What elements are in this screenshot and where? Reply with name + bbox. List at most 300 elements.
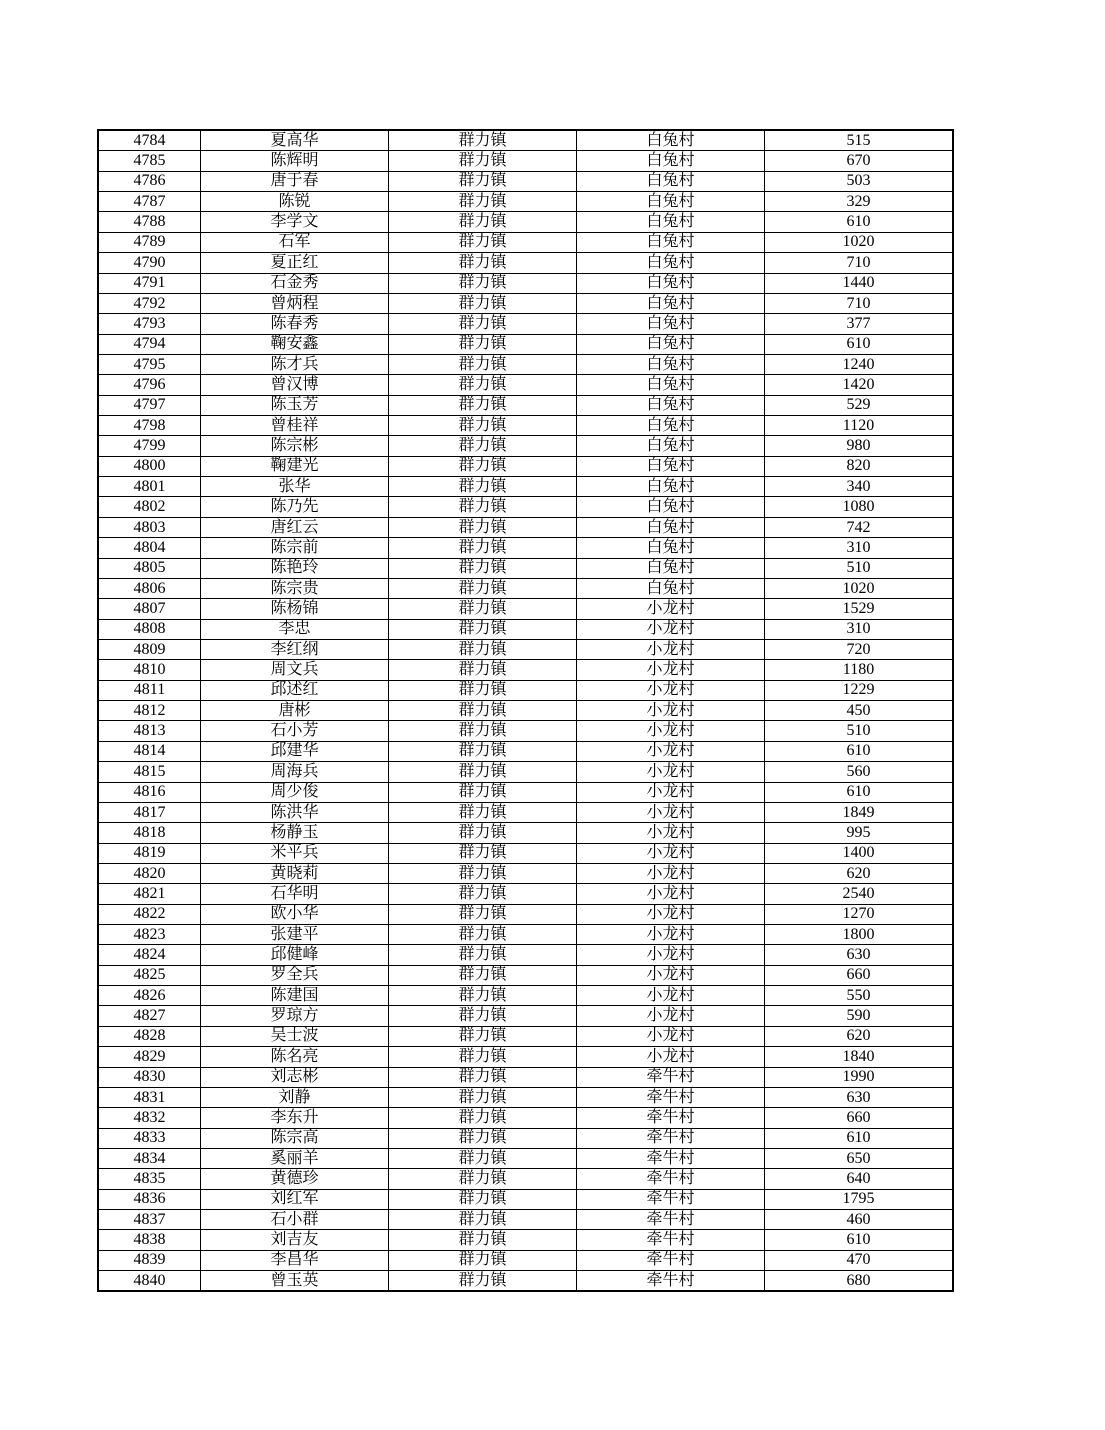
name-cell: 米平兵 [201, 843, 389, 863]
town-cell: 群力镇 [389, 1087, 577, 1107]
amount-cell: 310 [765, 619, 954, 639]
table-row [98, 558, 953, 578]
amount-cell: 1840 [765, 1047, 954, 1067]
row-number-cell: 4792 [98, 293, 201, 313]
name-cell: 陈乃先 [201, 497, 389, 517]
amount-cell: 742 [765, 517, 954, 537]
table-row [98, 314, 953, 334]
town-cell: 群力镇 [389, 436, 577, 456]
row-number-cell: 4814 [98, 741, 201, 761]
amount-cell: 610 [765, 212, 954, 232]
name-cell: 陈宗贵 [201, 578, 389, 598]
amount-cell: 1990 [765, 1067, 954, 1087]
table-row [98, 497, 953, 517]
table-row [98, 945, 953, 965]
town-cell: 群力镇 [389, 1047, 577, 1067]
row-number-cell: 4834 [98, 1148, 201, 1168]
name-cell: 刘红军 [201, 1189, 389, 1209]
village-cell: 小龙村 [577, 904, 765, 924]
village-cell: 白兔村 [577, 477, 765, 497]
town-cell: 群力镇 [389, 904, 577, 924]
amount-cell: 640 [765, 1169, 954, 1189]
town-cell: 群力镇 [389, 477, 577, 497]
row-number-cell: 4784 [98, 130, 201, 151]
town-cell: 群力镇 [389, 517, 577, 537]
village-cell: 白兔村 [577, 538, 765, 558]
name-cell: 李红纲 [201, 639, 389, 659]
name-cell: 李学文 [201, 212, 389, 232]
village-cell: 小龙村 [577, 619, 765, 639]
row-number-cell: 4830 [98, 1067, 201, 1087]
town-cell: 群力镇 [389, 375, 577, 395]
table-row [98, 1067, 953, 1087]
town-cell: 群力镇 [389, 1026, 577, 1046]
name-cell: 陈春秀 [201, 314, 389, 334]
village-cell: 小龙村 [577, 802, 765, 822]
village-cell: 小龙村 [577, 986, 765, 1006]
village-cell: 牵牛村 [577, 1230, 765, 1250]
town-cell: 群力镇 [389, 741, 577, 761]
name-cell: 陈杨锦 [201, 599, 389, 619]
name-cell: 李昌华 [201, 1250, 389, 1270]
name-cell: 张建平 [201, 925, 389, 945]
village-cell: 小龙村 [577, 1047, 765, 1067]
table-row [98, 741, 953, 761]
amount-cell: 550 [765, 986, 954, 1006]
village-cell: 小龙村 [577, 701, 765, 721]
row-number-cell: 4831 [98, 1087, 201, 1107]
village-cell: 白兔村 [577, 192, 765, 212]
name-cell: 罗全兵 [201, 965, 389, 985]
row-number-cell: 4818 [98, 823, 201, 843]
town-cell: 群力镇 [389, 986, 577, 1006]
table-row [98, 680, 953, 700]
town-cell: 群力镇 [389, 416, 577, 436]
village-cell: 牵牛村 [577, 1148, 765, 1168]
table-row [98, 456, 953, 476]
name-cell: 邱述红 [201, 680, 389, 700]
town-cell: 群力镇 [389, 212, 577, 232]
row-number-cell: 4833 [98, 1128, 201, 1148]
village-cell: 小龙村 [577, 965, 765, 985]
name-cell: 陈名亮 [201, 1047, 389, 1067]
village-cell: 白兔村 [577, 232, 765, 252]
town-cell: 群力镇 [389, 293, 577, 313]
row-number-cell: 4801 [98, 477, 201, 497]
amount-cell: 660 [765, 1108, 954, 1128]
table-row [98, 1006, 953, 1026]
table-row [98, 1230, 953, 1250]
town-cell: 群力镇 [389, 639, 577, 659]
village-cell: 白兔村 [577, 456, 765, 476]
village-cell: 小龙村 [577, 660, 765, 680]
row-number-cell: 4821 [98, 884, 201, 904]
amount-cell: 377 [765, 314, 954, 334]
row-number-cell: 4790 [98, 253, 201, 273]
table-row [98, 1189, 953, 1209]
town-cell: 群力镇 [389, 863, 577, 883]
village-cell: 白兔村 [577, 395, 765, 415]
town-cell: 群力镇 [389, 782, 577, 802]
row-number-cell: 4793 [98, 314, 201, 334]
town-cell: 群力镇 [389, 192, 577, 212]
village-cell: 白兔村 [577, 171, 765, 191]
village-cell: 白兔村 [577, 212, 765, 232]
town-cell: 群力镇 [389, 884, 577, 904]
table-row [98, 395, 953, 415]
village-cell: 小龙村 [577, 721, 765, 741]
row-number-cell: 4791 [98, 273, 201, 293]
amount-cell: 340 [765, 477, 954, 497]
row-number-cell: 4798 [98, 416, 201, 436]
row-number-cell: 4839 [98, 1250, 201, 1270]
town-cell: 群力镇 [389, 497, 577, 517]
row-number-cell: 4828 [98, 1026, 201, 1046]
amount-cell: 630 [765, 945, 954, 965]
table-row [98, 416, 953, 436]
table-row [98, 253, 953, 273]
row-number-cell: 4811 [98, 680, 201, 700]
amount-cell: 1020 [765, 232, 954, 252]
row-number-cell: 4805 [98, 558, 201, 578]
amount-cell: 620 [765, 863, 954, 883]
amount-cell: 1400 [765, 843, 954, 863]
name-cell: 周海兵 [201, 762, 389, 782]
village-cell: 小龙村 [577, 762, 765, 782]
village-cell: 小龙村 [577, 823, 765, 843]
name-cell: 黄德珍 [201, 1169, 389, 1189]
village-cell: 白兔村 [577, 130, 765, 151]
town-cell: 群力镇 [389, 945, 577, 965]
name-cell: 杨静玉 [201, 823, 389, 843]
table-row [98, 863, 953, 883]
town-cell: 群力镇 [389, 925, 577, 945]
town-cell: 群力镇 [389, 1148, 577, 1168]
town-cell: 群力镇 [389, 701, 577, 721]
amount-cell: 620 [765, 1026, 954, 1046]
table-row [98, 1271, 953, 1292]
name-cell: 夏正红 [201, 253, 389, 273]
name-cell: 唐彬 [201, 701, 389, 721]
table-row [98, 721, 953, 741]
town-cell: 群力镇 [389, 253, 577, 273]
table-row [98, 986, 953, 1006]
name-cell: 唐红云 [201, 517, 389, 537]
table-row [98, 232, 953, 252]
town-cell: 群力镇 [389, 660, 577, 680]
village-cell: 小龙村 [577, 945, 765, 965]
table-row [98, 517, 953, 537]
name-cell: 陈辉明 [201, 151, 389, 171]
table-row [98, 130, 953, 151]
table-row [98, 538, 953, 558]
amount-cell: 650 [765, 1148, 954, 1168]
village-cell: 白兔村 [577, 578, 765, 598]
table-row [98, 701, 953, 721]
table-row [98, 578, 953, 598]
row-number-cell: 4785 [98, 151, 201, 171]
village-cell: 小龙村 [577, 884, 765, 904]
town-cell: 群力镇 [389, 843, 577, 863]
village-cell: 白兔村 [577, 436, 765, 456]
row-number-cell: 4799 [98, 436, 201, 456]
amount-cell: 515 [765, 130, 954, 151]
table-row [98, 1087, 953, 1107]
name-cell: 邱健峰 [201, 945, 389, 965]
row-number-cell: 4825 [98, 965, 201, 985]
village-cell: 牵牛村 [577, 1189, 765, 1209]
row-number-cell: 4789 [98, 232, 201, 252]
town-cell: 群力镇 [389, 334, 577, 354]
table-row [98, 1250, 953, 1270]
name-cell: 陈宗高 [201, 1128, 389, 1148]
name-cell: 陈锐 [201, 192, 389, 212]
amount-cell: 1180 [765, 660, 954, 680]
name-cell: 石金秀 [201, 273, 389, 293]
table-row [98, 904, 953, 924]
amount-cell: 820 [765, 456, 954, 476]
row-number-cell: 4819 [98, 843, 201, 863]
table-row [98, 212, 953, 232]
table-row [98, 1026, 953, 1046]
row-number-cell: 4820 [98, 863, 201, 883]
village-cell: 白兔村 [577, 517, 765, 537]
row-number-cell: 4813 [98, 721, 201, 741]
village-cell: 白兔村 [577, 293, 765, 313]
name-cell: 周少俊 [201, 782, 389, 802]
row-number-cell: 4797 [98, 395, 201, 415]
town-cell: 群力镇 [389, 1210, 577, 1230]
table-row [98, 1169, 953, 1189]
amount-cell: 1529 [765, 599, 954, 619]
amount-cell: 610 [765, 334, 954, 354]
row-number-cell: 4824 [98, 945, 201, 965]
name-cell: 刘志彬 [201, 1067, 389, 1087]
row-number-cell: 4835 [98, 1169, 201, 1189]
village-cell: 小龙村 [577, 680, 765, 700]
amount-cell: 2540 [765, 884, 954, 904]
amount-cell: 660 [765, 965, 954, 985]
row-number-cell: 4807 [98, 599, 201, 619]
table-row [98, 477, 953, 497]
row-number-cell: 4802 [98, 497, 201, 517]
village-cell: 白兔村 [577, 375, 765, 395]
village-cell: 牵牛村 [577, 1108, 765, 1128]
town-cell: 群力镇 [389, 599, 577, 619]
village-cell: 白兔村 [577, 416, 765, 436]
amount-cell: 450 [765, 701, 954, 721]
table-row [98, 354, 953, 374]
town-cell: 群力镇 [389, 1189, 577, 1209]
row-number-cell: 4810 [98, 660, 201, 680]
village-cell: 白兔村 [577, 273, 765, 293]
village-cell: 小龙村 [577, 639, 765, 659]
town-cell: 群力镇 [389, 130, 577, 151]
village-cell: 牵牛村 [577, 1128, 765, 1148]
amount-cell: 1020 [765, 578, 954, 598]
name-cell: 罗琼方 [201, 1006, 389, 1026]
amount-cell: 1229 [765, 680, 954, 700]
table-row [98, 660, 953, 680]
village-cell: 牵牛村 [577, 1250, 765, 1270]
table-row [98, 1210, 953, 1230]
amount-cell: 1270 [765, 904, 954, 924]
name-cell: 曾炳程 [201, 293, 389, 313]
row-number-cell: 4812 [98, 701, 201, 721]
town-cell: 群力镇 [389, 273, 577, 293]
name-cell: 李忠 [201, 619, 389, 639]
amount-cell: 590 [765, 1006, 954, 1026]
amount-cell: 680 [765, 1271, 954, 1292]
row-number-cell: 4808 [98, 619, 201, 639]
name-cell: 刘吉友 [201, 1230, 389, 1250]
village-cell: 小龙村 [577, 843, 765, 863]
row-number-cell: 4809 [98, 639, 201, 659]
amount-cell: 1080 [765, 497, 954, 517]
table-row [98, 1108, 953, 1128]
village-cell: 小龙村 [577, 1006, 765, 1026]
amount-cell: 670 [765, 151, 954, 171]
table-row [98, 884, 953, 904]
name-cell: 曾汉博 [201, 375, 389, 395]
amount-cell: 529 [765, 395, 954, 415]
row-number-cell: 4823 [98, 925, 201, 945]
table-row [98, 171, 953, 191]
amount-cell: 1420 [765, 375, 954, 395]
table-row [98, 273, 953, 293]
town-cell: 群力镇 [389, 965, 577, 985]
town-cell: 群力镇 [389, 823, 577, 843]
table-row [98, 619, 953, 639]
name-cell: 欧小华 [201, 904, 389, 924]
data-table [97, 129, 954, 1292]
row-number-cell: 4816 [98, 782, 201, 802]
name-cell: 吴士波 [201, 1026, 389, 1046]
name-cell: 鞠建光 [201, 456, 389, 476]
name-cell: 陈建国 [201, 986, 389, 1006]
row-number-cell: 4800 [98, 456, 201, 476]
village-cell: 牵牛村 [577, 1087, 765, 1107]
row-number-cell: 4836 [98, 1189, 201, 1209]
name-cell: 陈玉芳 [201, 395, 389, 415]
village-cell: 小龙村 [577, 599, 765, 619]
amount-cell: 610 [765, 782, 954, 802]
table-row [98, 151, 953, 171]
amount-cell: 610 [765, 1128, 954, 1148]
row-number-cell: 4803 [98, 517, 201, 537]
village-cell: 白兔村 [577, 354, 765, 374]
row-number-cell: 4838 [98, 1230, 201, 1250]
table-row [98, 639, 953, 659]
table-row [98, 1128, 953, 1148]
row-number-cell: 4796 [98, 375, 201, 395]
amount-cell: 630 [765, 1087, 954, 1107]
row-number-cell: 4822 [98, 904, 201, 924]
town-cell: 群力镇 [389, 395, 577, 415]
row-number-cell: 4804 [98, 538, 201, 558]
town-cell: 群力镇 [389, 558, 577, 578]
amount-cell: 1440 [765, 273, 954, 293]
name-cell: 奚丽羊 [201, 1148, 389, 1168]
row-number-cell: 4795 [98, 354, 201, 374]
name-cell: 陈才兵 [201, 354, 389, 374]
row-number-cell: 4806 [98, 578, 201, 598]
name-cell: 李东升 [201, 1108, 389, 1128]
town-cell: 群力镇 [389, 1067, 577, 1087]
name-cell: 曾玉英 [201, 1271, 389, 1292]
amount-cell: 329 [765, 192, 954, 212]
town-cell: 群力镇 [389, 171, 577, 191]
amount-cell: 1849 [765, 802, 954, 822]
amount-cell: 510 [765, 558, 954, 578]
amount-cell: 720 [765, 639, 954, 659]
village-cell: 白兔村 [577, 334, 765, 354]
table-row [98, 192, 953, 212]
table-body [98, 130, 953, 1291]
village-cell: 小龙村 [577, 782, 765, 802]
row-number-cell: 4815 [98, 762, 201, 782]
name-cell: 刘静 [201, 1087, 389, 1107]
table-row [98, 293, 953, 313]
village-cell: 小龙村 [577, 925, 765, 945]
amount-cell: 710 [765, 253, 954, 273]
name-cell: 陈宗彬 [201, 436, 389, 456]
town-cell: 群力镇 [389, 538, 577, 558]
town-cell: 群力镇 [389, 1108, 577, 1128]
name-cell: 陈洪华 [201, 802, 389, 822]
town-cell: 群力镇 [389, 1006, 577, 1026]
town-cell: 群力镇 [389, 762, 577, 782]
table-row [98, 782, 953, 802]
name-cell: 张华 [201, 477, 389, 497]
village-cell: 白兔村 [577, 151, 765, 171]
town-cell: 群力镇 [389, 151, 577, 171]
row-number-cell: 4827 [98, 1006, 201, 1026]
amount-cell: 470 [765, 1250, 954, 1270]
table-row [98, 1047, 953, 1067]
village-cell: 白兔村 [577, 497, 765, 517]
table-row [98, 965, 953, 985]
name-cell: 周文兵 [201, 660, 389, 680]
town-cell: 群力镇 [389, 1250, 577, 1270]
amount-cell: 710 [765, 293, 954, 313]
town-cell: 群力镇 [389, 802, 577, 822]
town-cell: 群力镇 [389, 680, 577, 700]
name-cell: 唐于春 [201, 171, 389, 191]
row-number-cell: 4826 [98, 986, 201, 1006]
row-number-cell: 4786 [98, 171, 201, 191]
amount-cell: 1795 [765, 1189, 954, 1209]
name-cell: 石华明 [201, 884, 389, 904]
village-cell: 白兔村 [577, 558, 765, 578]
town-cell: 群力镇 [389, 314, 577, 334]
name-cell: 黄晓莉 [201, 863, 389, 883]
name-cell: 石军 [201, 232, 389, 252]
amount-cell: 610 [765, 1230, 954, 1250]
table-row [98, 436, 953, 456]
town-cell: 群力镇 [389, 721, 577, 741]
town-cell: 群力镇 [389, 578, 577, 598]
amount-cell: 610 [765, 741, 954, 761]
amount-cell: 1120 [765, 416, 954, 436]
name-cell: 夏高华 [201, 130, 389, 151]
village-cell: 小龙村 [577, 1026, 765, 1046]
town-cell: 群力镇 [389, 1169, 577, 1189]
name-cell: 陈宗前 [201, 538, 389, 558]
row-number-cell: 4817 [98, 802, 201, 822]
village-cell: 牵牛村 [577, 1169, 765, 1189]
town-cell: 群力镇 [389, 354, 577, 374]
